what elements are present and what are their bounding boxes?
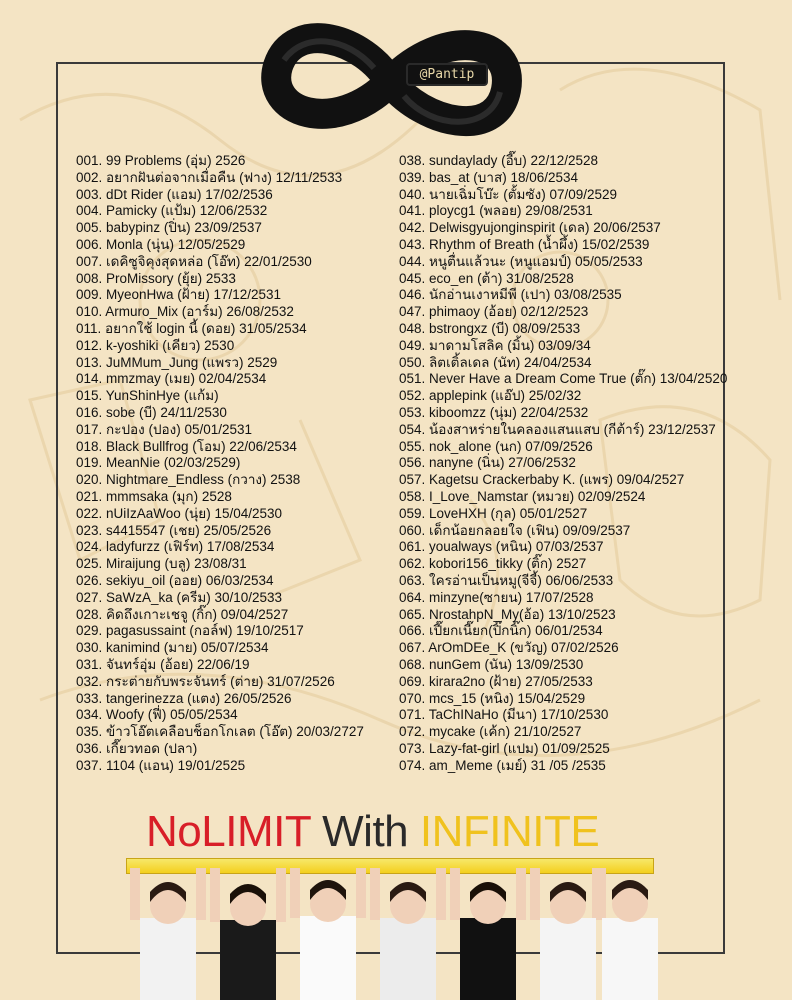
member-entry: 038. sundaylady (อี๊บ) 22/12/2528 — [399, 153, 599, 168]
member-entry: 060. เด็กน้อยกลอยใจ (เฟิน) 09/09/2537 — [399, 522, 631, 538]
member-entry: 028. คิดถึงเกาะเชจู (กิ๊ก) 09/04/2527 — [76, 606, 289, 622]
member-entry: 014. mmzmay (เมย) 02/04/2534 — [76, 371, 267, 387]
member-entry: 003. dDt Rider (แอม) 17/02/2536 — [76, 186, 273, 202]
member-entry: 056. nanyne (นิ่น) 27/06/2532 — [399, 455, 576, 471]
member-entry: 057. Kagetsu Crackerbaby K. (แพร) 09/04/2527 — [399, 472, 685, 488]
member-entry: 001. 99 Problems (อุ่ม) 2526 — [76, 153, 246, 168]
member-entry: 059. LoveHXH (กุล) 05/01/2527 — [399, 505, 588, 521]
member-list-right — [399, 153, 729, 774]
title-infinite: INFINITE — [419, 807, 600, 856]
member-entry: 012. k-yoshiki (เคียว) 2530 — [76, 337, 235, 353]
member-entry: 019. MeanNie (02/03/2529) — [76, 455, 241, 471]
member-entry: 034. Woofy (ฟี่) 05/05/2534 — [76, 707, 238, 723]
member-entry: 022. nUiIzAaWoo (นุ่ย) 15/04/2530 — [76, 505, 283, 521]
member-entry: 037. 1104 (แอน) 19/01/2525 — [76, 757, 246, 773]
member-entry: 024. ladyfurzz (เฟิร์ท) 17/08/2534 — [76, 539, 275, 555]
member-entry: 066. เปี๊ยกเนี๊ยก(ปิ๊กนิ๊ก) 06/01/2534 — [399, 623, 603, 639]
member-entry: 025. Miraijung (บลู) 23/08/31 — [76, 556, 247, 572]
member-entry: 029. pagasussaint (กอล์ฟ) 19/10/2517 — [76, 623, 304, 639]
member-entry: 023. s4415547 (เชย) 25/05/2526 — [76, 522, 272, 538]
member-entry: 005. babypinz (ปิ่น) 23/09/2537 — [76, 220, 262, 236]
member-entry: 054. น้องสาหร่ายในคลองแสนแสบ (กีต้าร์) 23/12/2537 — [399, 421, 716, 437]
member-entry: 016. sobe (บี) 24/11/2530 — [76, 404, 227, 420]
member-entry: 070. mcs_15 (หนิง) 15/04/2529 — [399, 690, 586, 706]
member-entry: 021. mmmsaka (มุก) 2528 — [76, 488, 232, 504]
member-entry: 035. ข้าวโอ๊ตเคลือบช็อกโกเลต (โอ๊ต) 20/03/2727 — [76, 724, 364, 740]
member-entry: 074. am_Meme (เมย์) 31 /05 /2535 — [399, 757, 606, 773]
member-entry: 043. Rhythm of Breath (น้ำผึ้ง) 15/02/2539 — [399, 236, 650, 252]
member-entry: 040. นายเฉิ่มโบ๊ะ (ตั้มซัง) 07/09/2529 — [399, 186, 618, 202]
pantip-watermark: @Pantip — [406, 63, 488, 86]
member-entry: 007. เดคิซูจิคุงสุดหล่อ (โอ๊ท) 22/01/2530 — [76, 253, 312, 269]
member-entry: 032. กระต่ายกับพระจันทร์ (ต่าย) 31/07/2526 — [76, 673, 335, 689]
member-entry: 047. phimaoy (อ้อย) 02/12/2523 — [399, 304, 589, 320]
member-figures — [130, 868, 658, 1000]
title-with: With — [322, 807, 409, 856]
member-entry: 073. Lazy-fat-girl (แปม) 01/09/2525 — [399, 740, 610, 756]
member-entry: 062. kobori156_tikky (ติ๊ก) 2527 — [399, 556, 587, 572]
member-entry: 011. อยากใช้ login นี้ (ดอย) 31/05/2534 — [76, 320, 307, 336]
member-entry: 039. bas_at (บาส) 18/06/2534 — [399, 169, 579, 185]
member-entry: 015. YunShinHye (แก้ม) — [76, 388, 219, 404]
member-entry: 018. Black Bullfrog (โอม) 22/06/2534 — [76, 438, 297, 454]
member-entry: 027. SaWzA_ka (ครีม) 30/10/2533 — [76, 589, 283, 605]
member-entry: 052. applepink (แอ๊ป) 25/02/32 — [399, 388, 582, 404]
member-entry: 067. ArOmDEe_K (ขวัญ) 07/02/2526 — [399, 640, 619, 656]
member-entry: 053. kiboomzz (นุ่ม) 22/04/2532 — [399, 404, 589, 420]
member-entry: 068. nunGem (นัน) 13/09/2530 — [399, 656, 584, 672]
member-entry: 058. I_Love_Namstar (หมวย) 02/09/2524 — [399, 488, 646, 504]
member-entry: 065. NrostahpN_My(อ้อ) 13/10/2523 — [399, 606, 616, 622]
member-entry: 030. kanimind (มาย) 05/07/2534 — [76, 640, 269, 656]
member-entry: 031. จันทร์อุ่ม (อ้อย) 22/06/19 — [76, 656, 250, 672]
member-entry: 061. youalways (หนิน) 07/03/2537 — [399, 539, 604, 555]
member-entry: 033. tangerinezza (แตง) 26/05/2526 — [76, 690, 292, 706]
member-entry: 048. bstrongxz (บี) 08/09/2533 — [399, 320, 581, 336]
member-entry: 002. อยากฝันต่อจากเมื่อคืน (ฟาง) 12/11/2533 — [76, 169, 343, 185]
nolimit-title — [146, 806, 626, 858]
member-entry: 004. Pamicky (แป้ม) 12/06/2532 — [76, 203, 268, 219]
member-entry: 026. sekiyu_oil (ออย) 06/03/2534 — [76, 572, 274, 588]
member-entry: 051. Never Have a Dream Come True (ตั๊ก) 13/04/2520 — [399, 371, 728, 387]
member-entry: 042. Delwisgyujonginspirit (เดล) 20/06/2537 — [399, 220, 661, 236]
title-nolimit: NoLIMIT — [146, 807, 311, 856]
member-entry: 055. nok_alone (นก) 07/09/2526 — [399, 438, 593, 454]
member-entry: 050. ลิตเติ้ลเดล (นัท) 24/04/2534 — [399, 354, 592, 370]
member-entry: 049. มาดามโสลิค (มิ้น) 03/09/34 — [399, 337, 591, 353]
member-entry: 008. ProMissory (ยุ้ย) 2533 — [76, 270, 236, 286]
member-list-left — [76, 153, 396, 774]
group-photo — [100, 858, 670, 1000]
member-entry: 041. ploycg1 (พลอย) 29/08/2531 — [399, 203, 593, 219]
member-entry: 020. Nightmare_Endless (กวาง) 2538 — [76, 472, 301, 488]
member-entry: 064. minzyne(ซายน) 17/07/2528 — [399, 589, 594, 605]
member-entry: 017. กะปอง (ปอง) 05/01/2531 — [76, 421, 253, 437]
member-entry: 006. Monla (นุ่น) 12/05/2529 — [76, 236, 246, 252]
member-entry: 013. JuMMum_Jung (แพรว) 2529 — [76, 354, 278, 370]
member-entry: 046. นักอ่านเงาหมีพี (เปา) 03/08/2535 — [399, 287, 622, 303]
member-entry: 045. eco_en (ต้า) 31/08/2528 — [399, 270, 574, 286]
member-entry: 071. TaChINaHo (มีนา) 17/10/2530 — [399, 707, 609, 723]
member-entry: 069. kirara2no (ฝ้าย) 27/05/2533 — [399, 673, 593, 689]
member-entry: 063. ใครอ่านเป็นหมู(จีจี้) 06/06/2533 — [399, 572, 614, 588]
member-entry: 009. MyeonHwa (ฝ้าย) 17/12/2531 — [76, 287, 282, 303]
member-entry: 036. เกี๊ยวทอด (ปลา) — [76, 740, 198, 756]
member-entry: 044. หนูตื่นแล้วนะ (หนูแอมป์) 05/05/2533 — [399, 253, 643, 269]
member-entry: 072. mycake (เค้ก) 21/10/2527 — [399, 724, 582, 740]
member-entry: 010. Armuro_Mix (อาร์ม) 26/08/2532 — [76, 304, 294, 320]
